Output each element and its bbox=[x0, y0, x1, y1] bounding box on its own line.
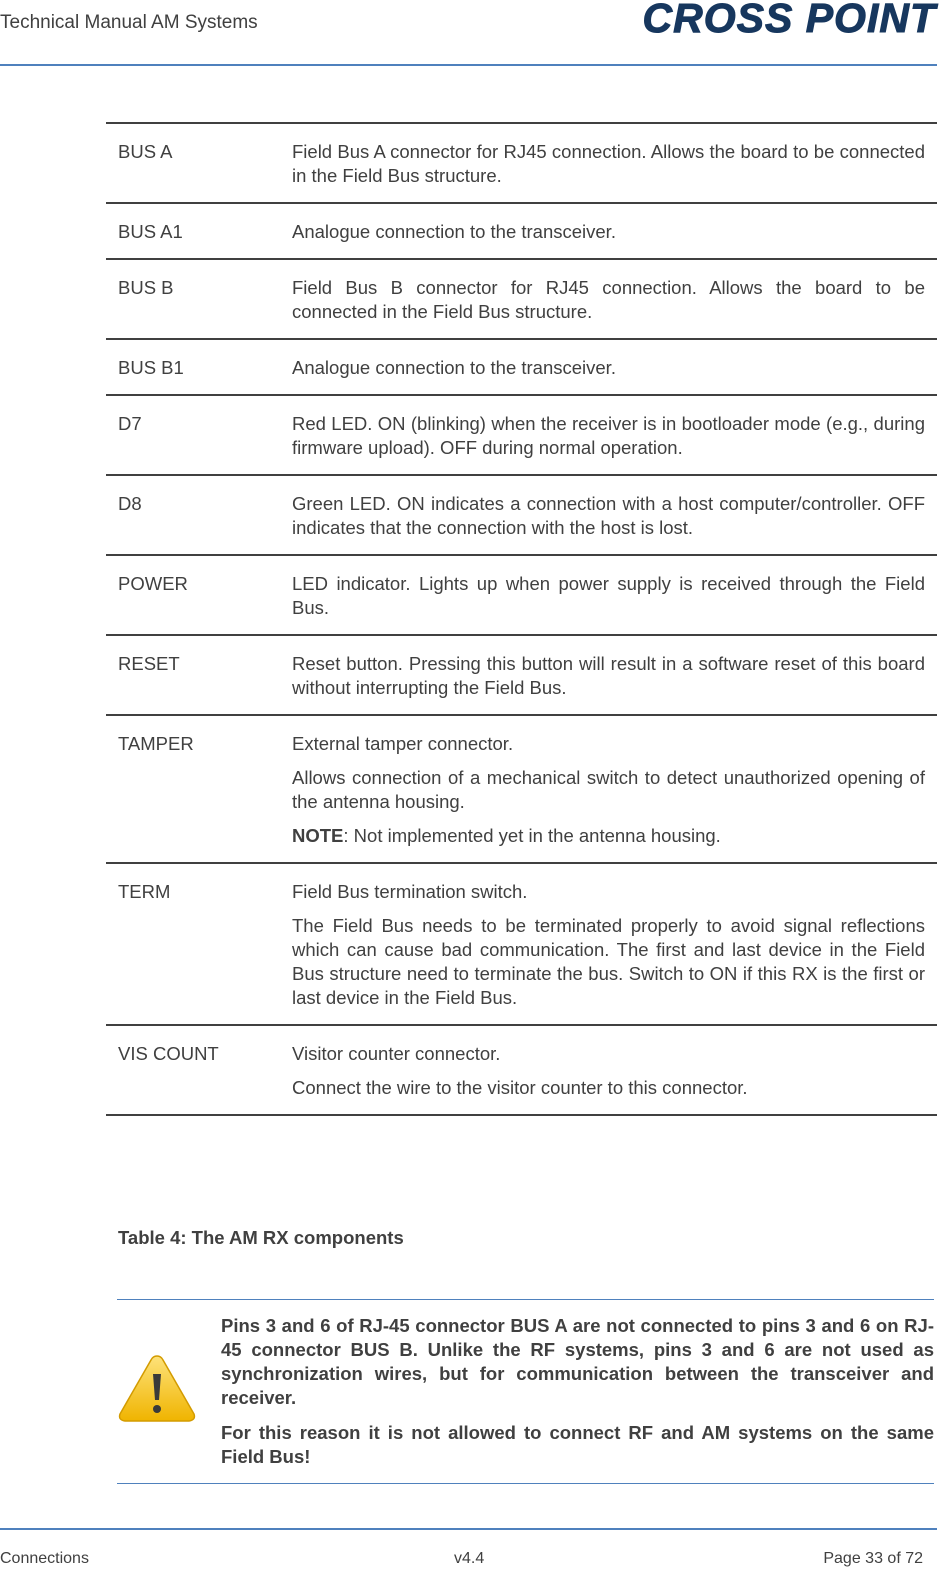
description-paragraph: Field Bus B connector for RJ45 connection. Allows the board to be connected in the Field Bus structure. bbox=[292, 277, 925, 322]
component-name: TAMPER bbox=[118, 733, 194, 754]
component-description bbox=[292, 1042, 925, 1100]
component-description bbox=[292, 356, 925, 380]
description-paragraph: Visitor counter connector. bbox=[292, 1043, 501, 1064]
description-note bbox=[292, 824, 925, 848]
page-footer bbox=[0, 1528, 937, 1581]
description-paragraph: External tamper connector. bbox=[292, 733, 514, 754]
footer-page-number: Page 33 of 72 bbox=[823, 1550, 923, 1567]
table-row bbox=[106, 636, 937, 716]
component-description bbox=[292, 220, 925, 244]
description-paragraph: Red LED. ON (blinking) when the receiver is in bootloader mode (e.g., during firmware upload). OFF during normal operation. bbox=[292, 413, 925, 458]
component-name: POWER bbox=[118, 573, 188, 594]
component-name: BUS A1 bbox=[118, 221, 183, 242]
component-description bbox=[292, 492, 925, 540]
description-paragraph: Allows connection of a mechanical switch to detect unauthorized opening of the antenna housing. bbox=[292, 767, 925, 812]
description-paragraph: LED indicator. Lights up when power supply is received through the Field Bus. bbox=[292, 573, 925, 618]
description-paragraph: Field Bus A connector for RJ45 connection. Allows the board to be connected in the Field Bus structure. bbox=[292, 141, 925, 186]
component-description bbox=[292, 880, 925, 1010]
component-description bbox=[292, 276, 925, 324]
table-row bbox=[106, 396, 937, 476]
table-row bbox=[106, 204, 937, 260]
warning-icon bbox=[117, 1352, 197, 1424]
table-caption: Table 4: The AM RX components bbox=[118, 1227, 404, 1248]
component-name: D8 bbox=[118, 493, 142, 514]
component-name: BUS B1 bbox=[118, 357, 184, 378]
warning-paragraph-1: Pins 3 and 6 of RJ-45 connector BUS A are not connected to pins 3 and 6 on RJ-45 connector BUS B. Unlike the RF systems, pins 3 and 6 are not used as synchronization wires, but for communication between the transceiver and receiver. bbox=[221, 1315, 934, 1408]
description-paragraph: Connect the wire to the visitor counter to this connector. bbox=[292, 1077, 748, 1098]
logo-text: CROSS POINT bbox=[642, 0, 936, 40]
component-name: BUS A bbox=[118, 141, 173, 162]
table-row bbox=[106, 340, 937, 396]
warning-note-text bbox=[221, 1314, 934, 1480]
note-label: NOTE bbox=[292, 825, 344, 846]
components-table bbox=[106, 122, 937, 1116]
component-description bbox=[292, 732, 925, 848]
table-row bbox=[106, 260, 937, 340]
cross-point-logo bbox=[604, 0, 939, 40]
description-paragraph: Green LED. ON indicates a connection with a host computer/controller. OFF indicates that the connection with the host is lost. bbox=[292, 493, 925, 538]
description-paragraph: The Field Bus needs to be terminated properly to avoid signal reflections which can cause bad communication. The first and last device in the Field Bus structure need to terminate the bus. Switch to ON if this RX is the first or last device in the Field Bus. bbox=[292, 915, 925, 1008]
component-description bbox=[292, 572, 925, 620]
table-row bbox=[106, 556, 937, 636]
component-name: TERM bbox=[118, 881, 171, 902]
page-header bbox=[0, 0, 945, 66]
note-text: : Not implemented yet in the antenna housing. bbox=[343, 825, 721, 846]
component-description bbox=[292, 140, 925, 188]
component-name: D7 bbox=[118, 413, 142, 434]
warning-note-box bbox=[117, 1299, 934, 1484]
footer-section: Connections bbox=[0, 1550, 89, 1567]
table-row bbox=[106, 716, 937, 864]
description-paragraph: Reset button. Pressing this button will result in a software reset of this board without interrupting the Field Bus. bbox=[292, 653, 925, 698]
table-row bbox=[106, 124, 937, 204]
description-paragraph: Analogue connection to the transceiver. bbox=[292, 357, 616, 378]
table-row bbox=[106, 864, 937, 1026]
document-title: Technical Manual AM Systems bbox=[0, 12, 258, 33]
warning-paragraph-2: For this reason it is not allowed to connect RF and AM systems on the same Field Bus! bbox=[221, 1422, 934, 1467]
description-paragraph: Analogue connection to the transceiver. bbox=[292, 221, 616, 242]
component-name: RESET bbox=[118, 653, 180, 674]
footer-version: v4.4 bbox=[454, 1550, 485, 1567]
component-description bbox=[292, 412, 925, 460]
description-paragraph: Field Bus termination switch. bbox=[292, 881, 528, 902]
footer-rule bbox=[0, 1528, 937, 1530]
component-description bbox=[292, 652, 925, 700]
table-row bbox=[106, 476, 937, 556]
component-name: BUS B bbox=[118, 277, 174, 298]
component-name: VIS COUNT bbox=[118, 1043, 219, 1064]
table-row bbox=[106, 1026, 937, 1116]
header-rule bbox=[0, 64, 937, 66]
